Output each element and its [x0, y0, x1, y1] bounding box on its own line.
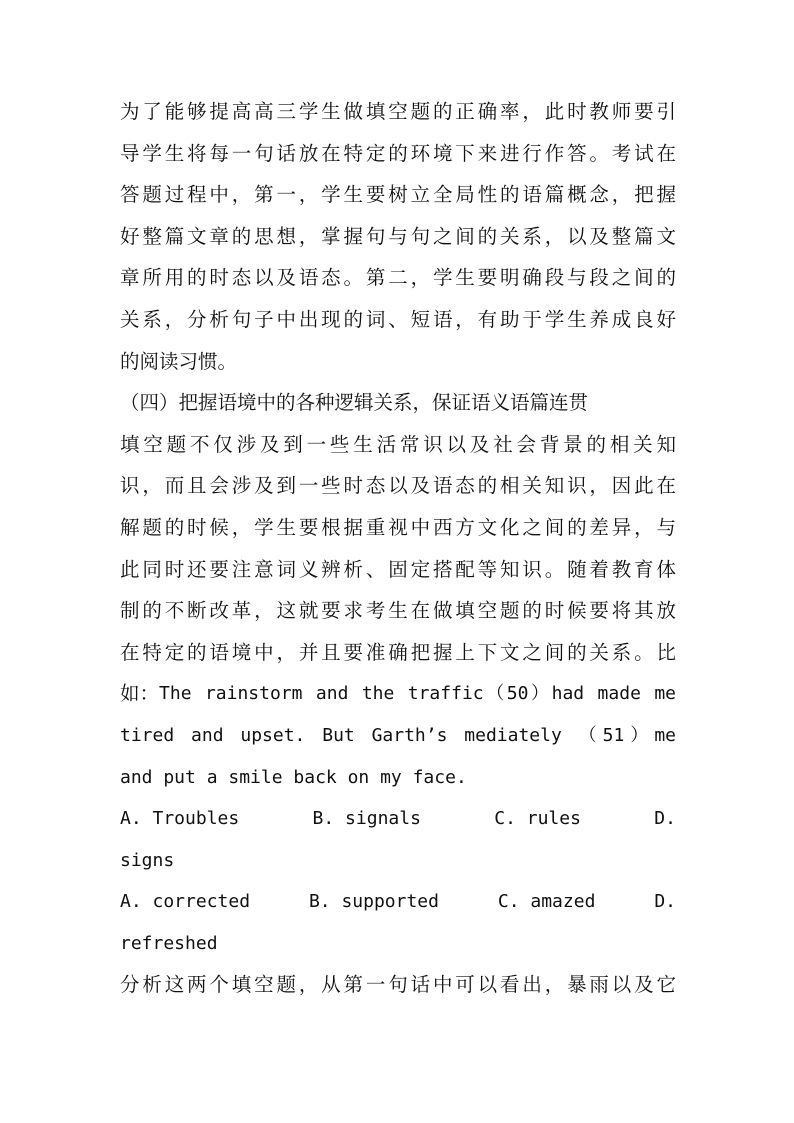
- paragraph-3: [120, 964, 676, 1006]
- text-line: 在特定的语境中，并且要准确把握上下文之间的关系。比: [120, 640, 676, 664]
- option-d-text: signs: [120, 849, 175, 871]
- text-line: 的阅读习惯。: [120, 349, 238, 373]
- text-line: 导学生将每一句话放在特定的环境下来进行作答。考试在: [120, 141, 676, 165]
- text-line: 分析这两个填空题，从第一句话中可以看出，暴雨以及它: [120, 973, 676, 997]
- document-page: [120, 91, 676, 1006]
- option-b: B. signals: [312, 808, 421, 830]
- example-sentence: [120, 673, 676, 798]
- text-line: 章所用的时态以及语态。第二，学生要明确段与段之间的: [120, 266, 676, 290]
- paragraph-2: [120, 424, 676, 674]
- option-c: C. amazed: [497, 891, 596, 913]
- options-question-50: [120, 798, 676, 881]
- text-line: 制的不断改革，这就要求考生在做填空题的时候要将其放: [120, 599, 676, 623]
- example-line-3: and put a smile back on my face.: [120, 766, 467, 788]
- options-row: [120, 881, 676, 923]
- section-heading: （四）把握语境中的各种逻辑关系，保证语义语篇连贯: [120, 391, 589, 415]
- text-line: 识，而且会涉及到一些时态以及语态的相关知识，因此在: [120, 474, 676, 498]
- example-line-1: [120, 673, 676, 715]
- option-a: A. corrected: [120, 891, 251, 913]
- text-line: 此同时还要注意词义辨析、固定搭配等知识。随着教育体: [120, 557, 676, 581]
- paragraph-1: [120, 91, 676, 382]
- text-line: 好整篇文章的思想，掌握句与句之间的关系，以及整篇文: [120, 224, 676, 248]
- option-d: D.: [654, 891, 676, 913]
- text-line: 关系，分析句子中出现的词、短语，有助于学生养成良好: [120, 307, 676, 331]
- option-d: D.: [654, 808, 676, 830]
- options-row: [120, 798, 676, 840]
- option-b: B. supported: [308, 891, 439, 913]
- options-question-51: [120, 881, 676, 964]
- example-line-2: tired and upset. But Garth’s mediately （51）me: [120, 724, 676, 746]
- text-line: 答题过程中，第一，学生要树立全局性的语篇概念，把握: [120, 183, 676, 207]
- text-line: 为了能够提高高三学生做填空题的正确率，此时教师要引: [120, 100, 676, 123]
- option-d-text: refreshed: [120, 932, 218, 954]
- option-a: A. Troubles: [120, 808, 240, 830]
- example-prefix: 如：: [120, 682, 160, 706]
- text-line: 填空题不仅涉及到一些生活常识以及社会背景的相关知: [120, 432, 676, 456]
- text-line: 解题的时候，学生要根据重视中西方文化之间的差异，与: [120, 515, 676, 539]
- option-c: C. rules: [494, 808, 581, 830]
- example-text: The rainstorm and the traffic（50）had made me: [159, 683, 676, 705]
